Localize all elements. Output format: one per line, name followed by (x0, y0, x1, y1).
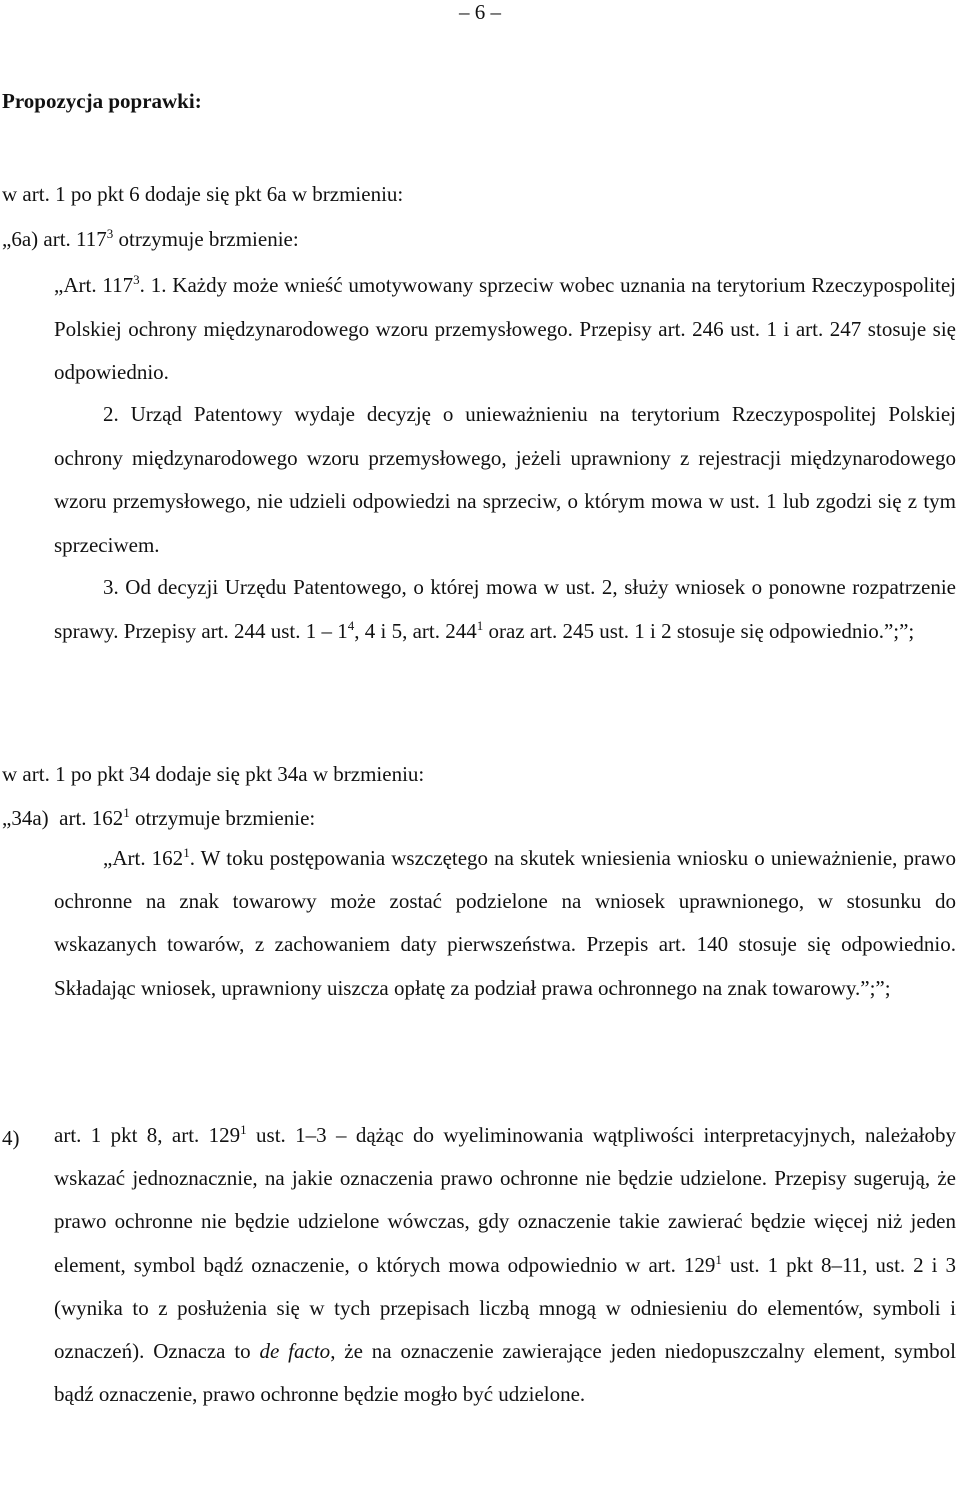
article-117-3-para-2: 2. Urząd Patentowy wydaje decyzję o unieważnieniu na terytorium Rzeczypospolitej Polskiej ochrony międzynarodowego wzoru przemysłowego, jeżeli uprawniony z rejestracji międzynarodowego wzoru przemysłowego, nie udzieli odpowiedzi na sprzeciw, o którym mowa w ust. 1 lub zgodzi się z tym sprzeciwem. (54, 402, 956, 557)
art-117-text-3-sup1: 4 (347, 617, 355, 633)
art-117-text-3a: 3. Od decyzji Urzędu Patentowego, o której mowa w ust. 2, służy wniosek o ponowne rozpatrzenie sprawy. Przepisy art. 244 ust. 1 – 1 (54, 575, 956, 643)
amendment-point-34a (2, 805, 315, 831)
point-6a-prefix: „6a) art. 117 (2, 227, 107, 251)
remark-text-a: art. 1 pkt 8, art. 129 (54, 1123, 241, 1147)
point-6a-sup: 3 (106, 226, 114, 241)
amendment-intro-1: w art. 1 po pkt 6 dodaje się pkt 6a w brzmieniu: (2, 182, 404, 206)
art-117-text-3-sup2: 1 (476, 617, 484, 633)
art-117-text-3c: oraz art. 245 ust. 1 i 2 stosuje się odpowiednio.”;”; (483, 618, 915, 643)
amendment-point-6a (2, 226, 299, 252)
article-162-1-para (54, 837, 956, 1010)
amendment-intro-2: w art. 1 po pkt 34 dodaje się pkt 34a w brzmieniu: (2, 762, 425, 786)
art-162-sup: 1 (183, 845, 190, 860)
remark-text-b: ust. 1–3 – dążąc do wyeliminowania wątpliwości interpretacyjnych, należałoby wskazać jednoznacznie, na jakie oznaczenia prawo ochronne nie będzie udzielone. Przepisy sugerują, że prawo ochronne nie będzie udzielone wówczas, gdy oznaczenie takie zawierać będzie więcej niż jeden element, symbol bądź oznaczenie, o których mowa odpowiednio w art. 129 (54, 1123, 956, 1277)
page-title: Propozycja poprawki: (2, 89, 202, 113)
point-34a-prefix: „34a) art. 162 (2, 806, 124, 830)
page-number: – 6 – (459, 0, 501, 24)
art-117-text-3b: , 4 i 5, art. 244 (354, 618, 477, 643)
article-117-3-para-1 (54, 264, 956, 395)
remark-text-c: ust. 1 pkt 8–11, ust. 2 i 3 (wynika to z posłużenia się w tych przepisach liczbą mnogą w odniesieniu do elementów, symboli i oznaczeń). Oznacza to (54, 1252, 957, 1364)
point-34a-suffix: otrzymuje brzmienie: (129, 806, 316, 830)
remark-4-para (54, 1114, 956, 1416)
remark-text-d: , że na oznaczenie zawierające jeden niedopuszczalny element, symbol bądź oznaczenie, prawo ochronne będzie mogło być udzielone. (54, 1339, 957, 1407)
point-6a-suffix: otrzymuje brzmienie: (113, 227, 299, 251)
remark-italic-term: de facto (259, 1339, 331, 1364)
remark-sup-1: 1 (240, 1122, 247, 1137)
remark-sup-2: 1 (715, 1251, 722, 1267)
point-34a-sup: 1 (123, 805, 130, 820)
remark-number: 4) (2, 1126, 20, 1150)
art-162-text: . W toku postępowania wszczętego na skutek wniesienia wniosku o unieważnienie, prawo ochronne na znak towarowy może zostać podzielone na wniosek uprawnionego, w stosunku do wskazanych towarów, z zachowaniem daty pierwszeństwa. Przepis art. 140 stosuje się odpowiednio. Składając wniosek, uprawniony uiszcza opłatę za podział prawa ochronnego na znak towarowy.”;”; (54, 846, 956, 1000)
art-162-prefix: „Art. 162 (103, 846, 184, 870)
article-117-3-para-3 (54, 566, 956, 653)
art-117-prefix: „Art. 117 (54, 273, 134, 297)
art-117-text-1: . 1. Każdy może wnieść umotywowany sprzeciw wobec uznania na terytorium Rzeczypospolitej Polskiej ochrony międzynarodowego wzoru przemysłowego. Przepisy art. 246 ust. 1 i art. 247 stosuje się odpowiednio. (54, 273, 956, 384)
art-117-sup: 3 (133, 272, 140, 287)
